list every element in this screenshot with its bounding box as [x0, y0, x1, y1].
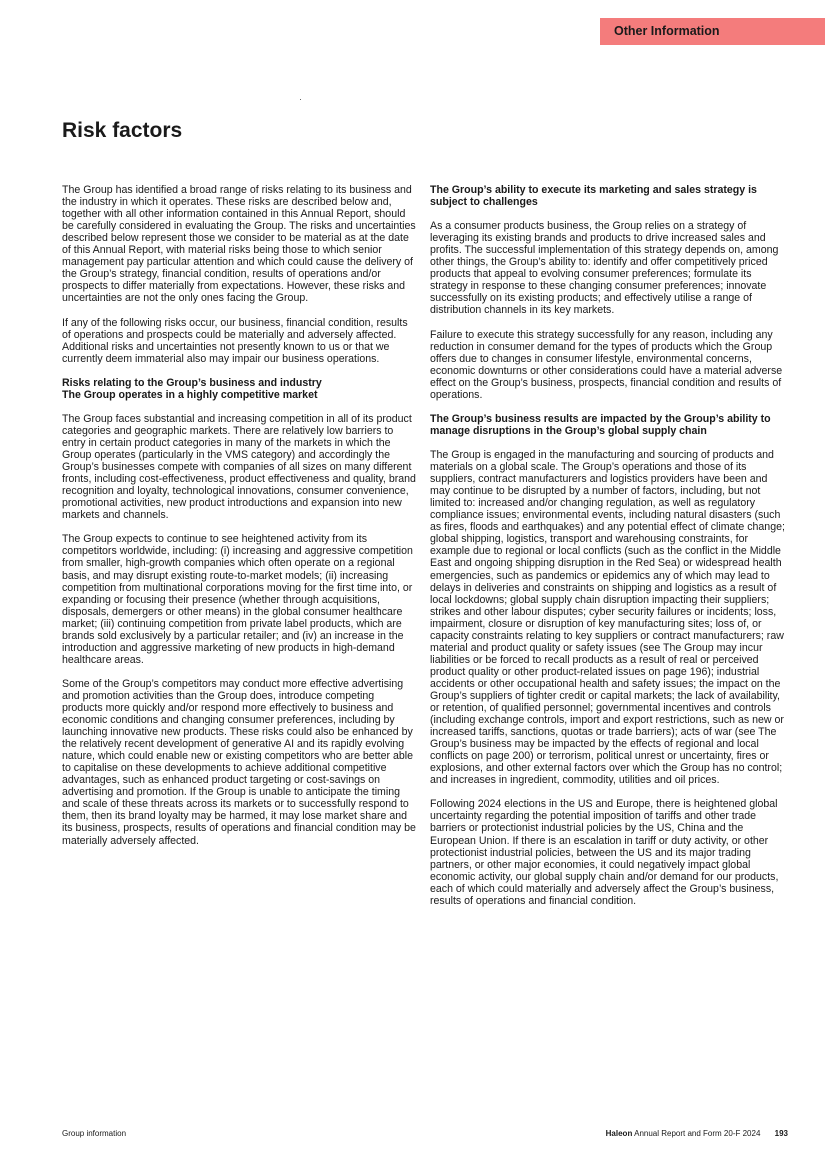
- body-paragraph: The Group is engaged in the manufacturing and sourcing of products and materials on a global scale. The Group’s operations and those of its suppliers, contract manufacturers and logistics providers have been and may continue to be disrupted by a number of factors, including, but not limited to: increased and/or changing regulation, as well as regulatory compliance issues; environmental events, including natural disasters (such as fires, floods and earthquakes) and any potential effect of climate change; global shipping, logistics, transport and warehousing constraints, for example due to regional or local conflicts (such as the conflict in the Middle East and ongoing shipping disruption in the Red Sea) or widespread health emergencies, such as pandemics or epidemics any of which may lead to delays in deliveries and constraints on shipping and logistics as a result of local lockdowns; global supply chain disruption impacting their suppliers; strikes and other labour disputes; cyber security failures or incidents; loss, impairment, closure or disruption of key manufacturing sites; loss of, or capacity constraints relating to key suppliers or contract manufacturers; raw material and product quality or safety issues (see The Group may incur liabilities or be forced to recall products as a result of real or perceived product quality or other product-related issues on page 196); industrial accidents or other occupational health and safety issues; the impact on the Group’s suppliers of tighter credit or capital markets; the lack of availability, or retention, of qualified personnel; governmental incentives and controls (including exchange controls, import and export restrictions, such as new or increased tariffs, sanctions, quotas or trade barriers); acts of war (see The Group’s business may be impacted by the effects of regional and local conflicts on page 200) or terrorism, political unrest or uncertainty, fires or explosions, and other external factors over which the Group has no control; and increases in ingredient, commodity, utilities and oil prices.: [430, 449, 785, 787]
- page-number: 193: [774, 1129, 788, 1138]
- footer-report-title: Annual Report and Form 20-F 2024: [634, 1129, 761, 1138]
- intro-paragraph: The Group has identified a broad range of risks relating to its business and the industry in which it operates. These risks are described below and, together with all other information contained in this Annual Report, should be carefully considered in evaluating the Group. The risks and uncertainties described below represent those we consider to be material as at the date of this Annual Report, with material risks being those to which senior management pay particular attention and which could cause the delivery of the Group’s strategy, financial condition, results of operations and/or prospects to differ materially from expectations. However, these risks and uncertainties are not the only ones facing the Group.: [62, 184, 416, 305]
- section-heading: Risks relating to the Group’s business and industry: [62, 376, 322, 389]
- sub-heading: The Group operates in a highly competitive market: [62, 388, 318, 401]
- intro-paragraph: If any of the following risks occur, our business, financial condition, results of operations and prospects could be materially and adversely affected. Additional risks and uncertainties not presently known to us or that we currently deem immaterial also may impair our business operations.: [62, 316, 408, 365]
- body-paragraph: Some of the Group’s competitors may conduct more effective advertising and promotion activities than the Group does, introduce competing products more quickly and/or respond more effectively to business and economic conditions and changing consumer preferences, including by launching innovative new products. These risks could also be enhanced by the relatively recent development of generative AI and its rapidly evolving nature, which could enable new or existing competitors who are better able to capitalise on these developments to achieve additional competitive advantages, such as enhanced product targeting or cost-savings on advertising and promotion. If the Group is unable to anticipate the timing and scale of these threats across its markets or to successfully respond to them, then its brand loyalty may be harmed, it may lose market share and its business, prospects, results of operations and financial condition may be materially adversely affected.: [62, 677, 416, 847]
- body-paragraph: As a consumer products business, the Group relies on a strategy of leveraging its existing brands and products to drive increased sales and profits. The successful implementation of this strategy depends on, among other things, the Group’s ability to: identify and offer competitively priced products that appeal to evolving consumer preferences; formulate its strategy in response to these changing consumer preferences; innovate successfully on its existing products; and effectively utilise a range of distribution channels in its key markets.: [430, 220, 779, 317]
- body-paragraph: Following 2024 elections in the US and Europe, there is heightened global uncertainty regarding the potential imposition of tariffs and other trade barriers or protectionist industrial policies by the US, China and the European Union. If there is an escalation in tariff or duty activity, or other protectionist industrial policies, between the US and its major trading partners, or other major economies, it could negatively impact global economic activity, our global supply chain and/or demand for our products, each of which could materially and adversely affect the Group’s business, results of operations and financial condition.: [430, 798, 779, 907]
- right-column: [430, 184, 788, 919]
- risk-heading-marketing: The Group’s ability to execute its marketing and sales strategy is subject to challenges: [430, 184, 757, 209]
- footer-report-info: [606, 1129, 788, 1139]
- footer-section-label: Group information: [62, 1129, 127, 1138]
- body-paragraph: The Group expects to continue to see heightened activity from its competitors worldwide, including: (i) increasing and aggressive competition from smaller, high-growth companies which often operate on a regional basis, and may disrupt existing route-to-market models; (ii) increasing competition from multinational corporations moving for the first time into, or expanding or focusing their presence (whether through acquisitions, disposals, demergers or other means) in the global consumer healthcare market; (iii) continuing competition from private label products, which are brands sold exclusively by a particular retailer; and (iv) an increase in the introduction and aggressive marketing of new products in high-demand healthcare areas.: [62, 533, 413, 666]
- body-paragraph: The Group faces substantial and increasing competition in all of its product categories and geographic markets. There are relatively low barriers to entry in certain product categories in many of the markets in which the Group operates (particularly in the VMS category) and accordingly the Group’s businesses compete with companies of all sizes on many different fronts, including cost-effectiveness, product effectiveness and quality, brand recognition and loyalty, technological innovations, consumer convenience, promotional activities, new product introductions and expansion into new markets and channels.: [62, 412, 416, 522]
- body-paragraph: Failure to execute this strategy successfully for any reason, including any reduction in consumer demand for the types of products which the Group offers due to changes in consumer lifestyle, environmental concerns, economic downturns or other considerations could have a material adverse effect on the Group’s business, prospects, financial condition and results of operations.: [430, 328, 783, 401]
- page-title: Risk factors: [62, 119, 183, 142]
- left-column: [62, 184, 417, 859]
- footer-brand: Haleon: [605, 1129, 633, 1138]
- stray-dot: [300, 99, 301, 100]
- risk-heading-supply-chain: The Group’s business results are impacted by the Group’s ability to manage disruptions in the Group’s global supply chain: [430, 412, 771, 437]
- section-tab: Other Information: [600, 18, 825, 45]
